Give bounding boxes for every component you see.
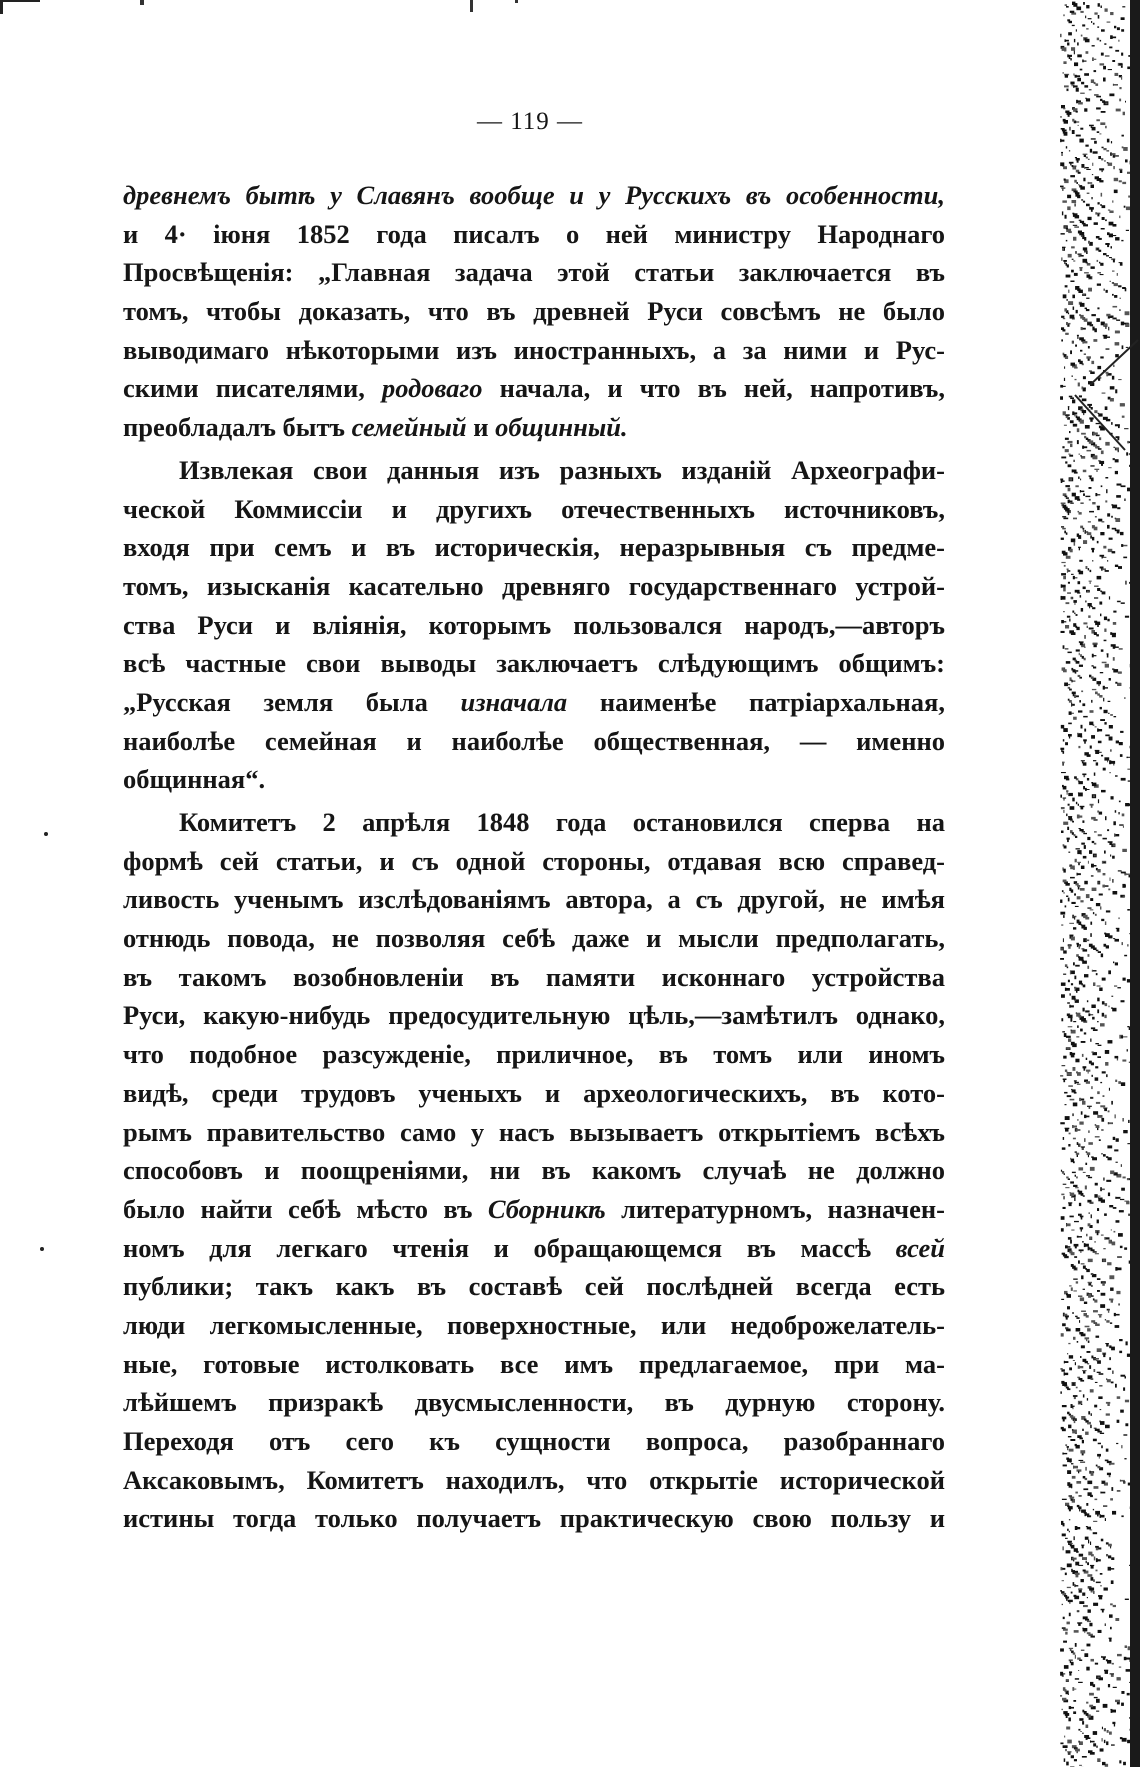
text-run: Руси, какую-нибудь предосудительную цѣль,—замѣтилъ однако, bbox=[123, 1000, 945, 1031]
text-line bbox=[123, 331, 945, 370]
text-line bbox=[123, 880, 945, 919]
text-line bbox=[123, 292, 945, 331]
text-line bbox=[123, 567, 945, 606]
text-run: преобладалъ бытъ bbox=[123, 412, 352, 443]
text-line bbox=[123, 176, 945, 215]
text-run: выводимаго нѣкоторыми изъ иностранныхъ, а за ними и Рус- bbox=[123, 334, 945, 365]
text-run: ливость ученымъ изслѣдованіямъ автора, а съ другой, не имѣя bbox=[123, 884, 945, 915]
text-line bbox=[123, 1306, 945, 1345]
italic-text: общинный. bbox=[495, 412, 628, 443]
text-run: наименѣе патріархальная, bbox=[567, 686, 945, 717]
text-run: Просвѣщенія: „Главная задача этой статьи заключается въ bbox=[123, 257, 945, 288]
italic-text: древнемъ бытѣ у Славянъ вообще и у Русскихъ въ особенности, bbox=[123, 180, 945, 210]
text-line bbox=[123, 1229, 945, 1268]
text-line bbox=[123, 683, 945, 722]
text-line bbox=[123, 644, 945, 683]
text-line bbox=[123, 1461, 945, 1500]
margin-mark bbox=[40, 1247, 44, 1251]
text-line bbox=[123, 1151, 945, 1190]
text-line bbox=[123, 1074, 945, 1113]
text-line bbox=[123, 606, 945, 645]
text-run: истины тогда только получаетъ практическую свою пользу и bbox=[123, 1503, 945, 1534]
text-line bbox=[123, 842, 945, 881]
text-line bbox=[123, 528, 945, 567]
text-line bbox=[123, 215, 945, 254]
text-run: лѣйшемъ призракѣ двусмысленности, въ дурную сторону. bbox=[123, 1387, 945, 1418]
text-run: отнюдь повода, не позволяя себѣ даже и мысли предполагать, bbox=[123, 923, 945, 954]
text-line bbox=[123, 1422, 945, 1461]
text-run: номъ для легкаго чтенія и обращающемся въ массѣ bbox=[123, 1232, 896, 1263]
text-run: и bbox=[466, 412, 496, 443]
text-line bbox=[123, 253, 945, 292]
text-run: начала, и что въ ней, напротивъ, bbox=[482, 373, 945, 404]
text-line bbox=[123, 1190, 945, 1229]
text-run: наиболѣе семейная и наиболѣе общественная, — именно bbox=[123, 725, 945, 756]
text-line bbox=[123, 451, 945, 490]
text-line bbox=[123, 1383, 945, 1422]
text-run: всѣ частные свои выводы заключаетъ слѣдующимъ общимъ: bbox=[123, 648, 945, 679]
paragraph bbox=[123, 803, 945, 1538]
text-run: ства Руси и вліянія, которымъ пользовался народъ,—авторъ bbox=[123, 609, 945, 640]
text-line bbox=[123, 490, 945, 529]
text-line bbox=[123, 996, 945, 1035]
italic-text: родоваго bbox=[381, 373, 483, 404]
text-line bbox=[123, 919, 945, 958]
scan-top-edge-marks bbox=[0, 0, 1140, 14]
text-run: публики; такъ какъ въ составѣ сей послѣдней всегда есть bbox=[123, 1271, 945, 1302]
body-text bbox=[123, 176, 945, 1538]
text-line bbox=[123, 408, 945, 447]
text-run: въ такомъ возобновленіи въ памяти исконнаго устройства bbox=[123, 961, 945, 992]
italic-text: Сборникѣ bbox=[487, 1193, 606, 1224]
paragraph bbox=[123, 176, 945, 447]
text-line bbox=[123, 722, 945, 761]
text-run: что подобное разсужденіе, приличное, въ томъ или иномъ bbox=[123, 1039, 945, 1070]
text-run: Аксаковымъ, Комитетъ находилъ, что открытіе исторической bbox=[123, 1464, 945, 1495]
text-run: томъ, чтобы доказать, что въ древней Руси совсѣмъ не было bbox=[123, 296, 945, 327]
text-line bbox=[123, 760, 945, 799]
text-run: литературномъ, назначен- bbox=[605, 1193, 945, 1224]
text-run: рымъ правительство само у насъ вызываетъ открытіемъ всѣхъ bbox=[123, 1116, 945, 1147]
text-run: и 4· іюня 1852 года писалъ о ней министру Народнаго bbox=[123, 218, 945, 249]
paragraph bbox=[123, 451, 945, 799]
text-run: Комитетъ 2 апрѣля 1848 года остановился сперва на bbox=[179, 807, 945, 837]
text-line bbox=[123, 1499, 945, 1538]
scan-right-edge-noise bbox=[1030, 0, 1140, 1767]
italic-text: изначала bbox=[460, 686, 568, 717]
italic-text: семейный bbox=[351, 412, 467, 443]
text-line bbox=[123, 1035, 945, 1074]
text-line bbox=[123, 1113, 945, 1152]
text-run: было найти себѣ мѣсто въ bbox=[123, 1193, 488, 1224]
text-run: видѣ, среди трудовъ ученыхъ и археологическихъ, въ кото- bbox=[123, 1077, 945, 1108]
text-run: „Русская земля была bbox=[123, 686, 461, 717]
text-run: формѣ сей статьи, и съ одной стороны, отдавая всю справед- bbox=[123, 845, 945, 876]
text-line bbox=[123, 958, 945, 997]
page-number: — 119 — bbox=[476, 108, 584, 135]
margin-mark bbox=[44, 832, 48, 836]
text-line bbox=[123, 369, 945, 408]
text-run: томъ, изысканія касательно древняго государственнаго устрой- bbox=[123, 570, 945, 601]
text-run: ные, готовые истолковать все имъ предлагаемое, при ма- bbox=[123, 1348, 945, 1379]
text-run: ческой Коммиссіи и другихъ отечественныхъ источниковъ, bbox=[123, 493, 945, 524]
text-run: Извлекая свои данныя изъ разныхъ изданій Археографи- bbox=[179, 454, 945, 485]
text-run: люди легкомысленные, поверхностные, или недоброжелатель- bbox=[123, 1309, 945, 1340]
text-run: общинная“. bbox=[123, 764, 266, 795]
text-line bbox=[123, 803, 945, 842]
text-run: Переходя отъ сего къ сущности вопроса, разобраннаго bbox=[123, 1426, 945, 1456]
text-line bbox=[123, 1267, 945, 1306]
text-run: входя при семъ и въ историческія, неразрывныя съ предме- bbox=[123, 532, 945, 563]
text-run: скими писателями, bbox=[123, 373, 382, 404]
text-line bbox=[123, 1345, 945, 1384]
italic-text: всей bbox=[895, 1232, 945, 1263]
text-run: способовъ и поощреніями, ни въ какомъ случаѣ не должно bbox=[123, 1155, 945, 1186]
